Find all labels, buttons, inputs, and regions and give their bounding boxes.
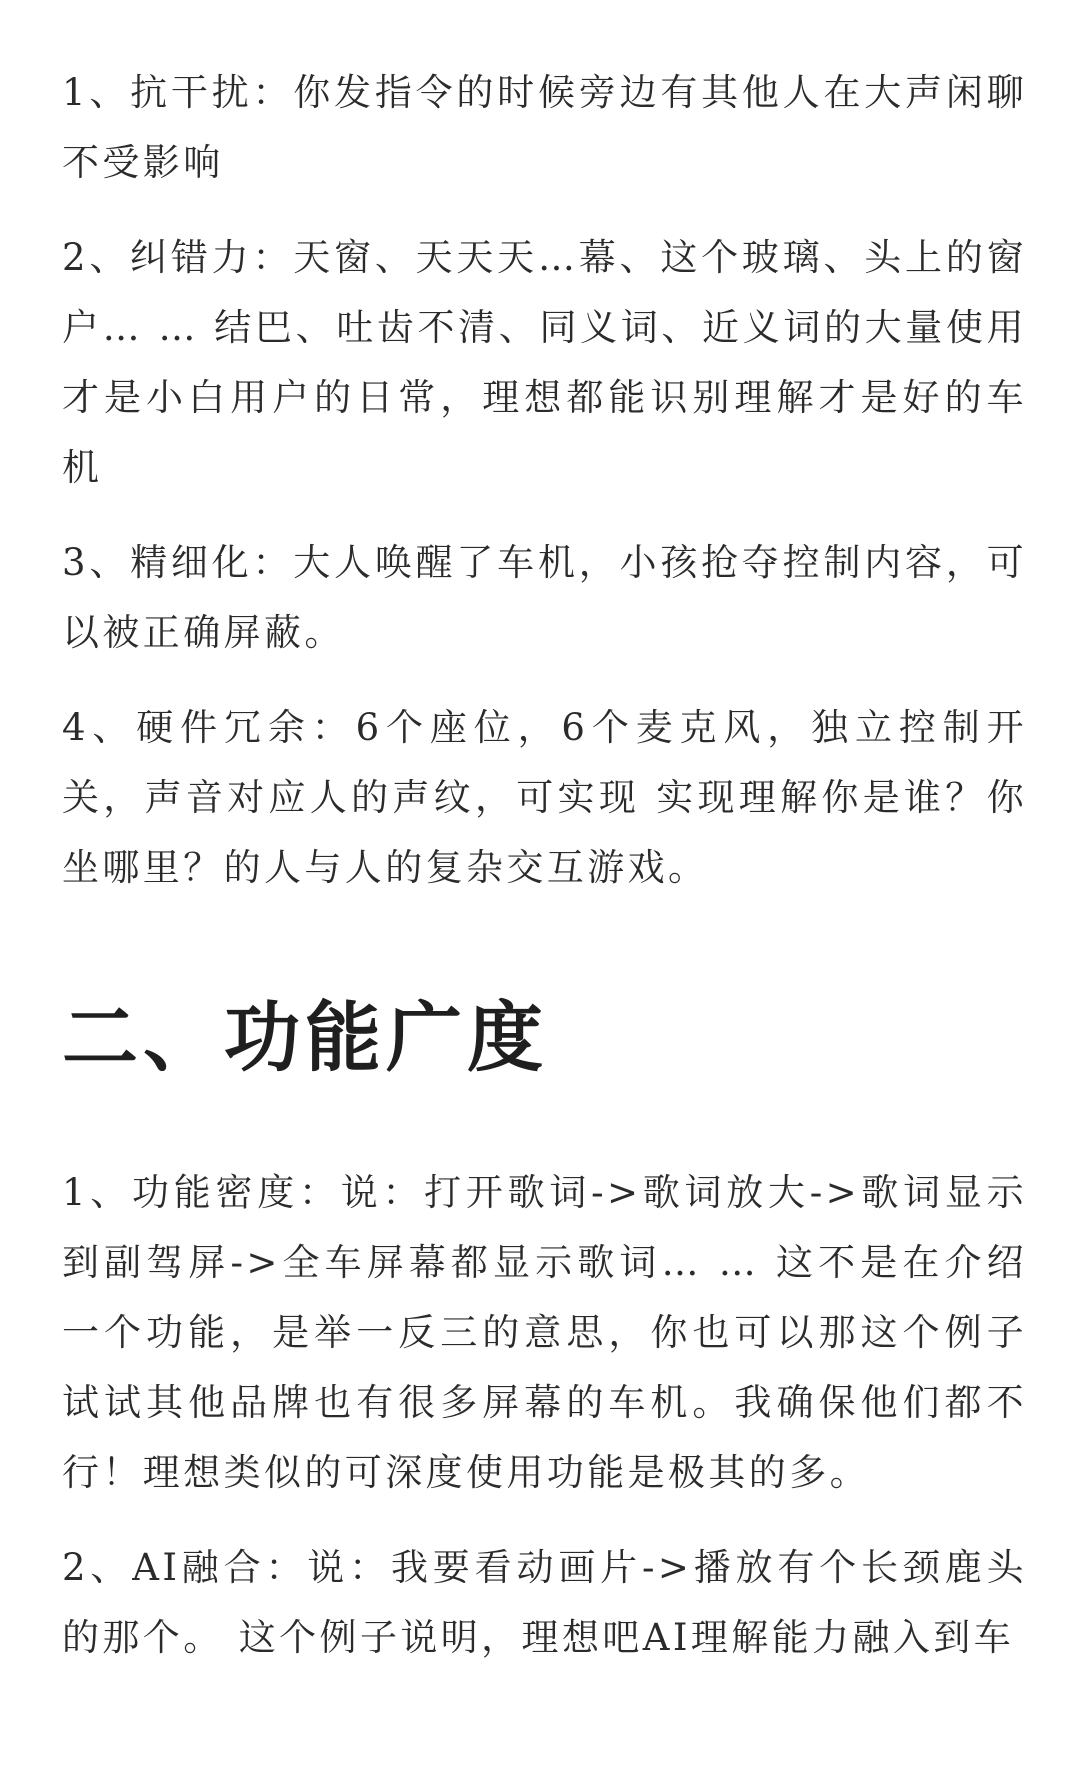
paragraph-function-density: 1、功能密度：说：打开歌词->歌词放大->歌词显示到副驾屏->全车屏幕都显示歌词… … 这不是在介绍一个功能，是举一反三的意思，你也可以那这个例子试试其他品牌也有很多屏幕的车机。我确保他们都不行！理想类似的可深度使用功能是极其的多。	[62, 1171, 1027, 1494]
section-heading: 二、功能广度	[62, 993, 548, 1082]
section-function-breadth	[62, 993, 1027, 1673]
paragraph-ai-fusion: 2、AI融合：说：我要看动画片->播放有个长颈鹿头的那个。 这个例子说明，理想吧AI理解能力融入到车	[62, 1546, 1027, 1659]
paragraph-error-correction: 2、纠错力：天窗、天天天…幕、这个玻璃、头上的窗户… … 结巴、吐齿不清、同义词、近义词的大量使用才是小白用户的日常，理想都能识别理解才是好的车机	[62, 236, 1027, 489]
article-body	[62, 58, 1027, 1673]
paragraph-anti-interference: 1、抗干扰：你发指令的时候旁边有其他人在大声闲聊不受影响	[62, 71, 1027, 184]
paragraph-hardware-redundancy: 4、硬件冗余：6个座位，6个麦克风，独立控制开关，声音对应人的声纹，可实现 实现理解你是谁？你坐哪里？的人与人的复杂交互游戏。	[62, 706, 1027, 889]
paragraph-refinement: 3、精细化：大人唤醒了车机，小孩抢夺控制内容，可以被正确屏蔽。	[62, 541, 1027, 654]
section-voice-features	[62, 58, 1027, 903]
